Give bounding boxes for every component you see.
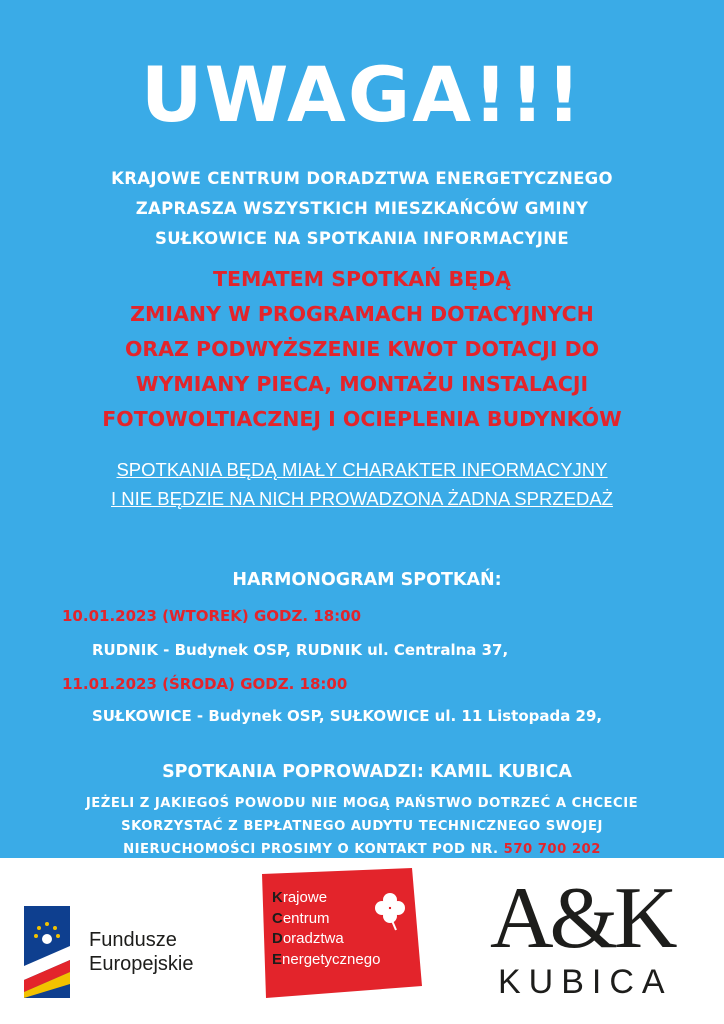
kcde-word: oradztwa <box>282 930 344 947</box>
topic-line: WYMIANY PIECA, MONTAŻU INSTALACJI <box>135 372 589 396</box>
contact-line <box>0 838 724 858</box>
kcde-line <box>272 888 380 909</box>
meeting-date: 10.01.2023 (WTOREK) GODZ. 18:00 <box>62 607 362 625</box>
kcde-word: rajowe <box>282 889 328 906</box>
topic-line: ZMIANY W PROGRAMACH DOTACYJNYCH <box>130 302 594 326</box>
phone-number: 570 700 202 <box>503 842 601 857</box>
eu-funds-flag-icon <box>24 906 70 998</box>
kcde-word: nergetycznego <box>282 950 381 968</box>
intro-line: KRAJOWE CENTRUM DORADZTWA ENERGETYCZNEGO <box>111 169 613 188</box>
kcde-line <box>272 929 380 950</box>
contact-line: JEŻELI Z JAKIEGOŚ POWODU NIE MOGĄ PAŃSTWO DOTRZEĆ A CHCECIE <box>85 796 639 811</box>
ak-logo-name: KUBICA <box>498 963 673 1001</box>
kcde-initial: D <box>272 930 283 947</box>
ak-logo-mark: A&K <box>490 870 674 967</box>
host-line: SPOTKANIA POPROWADZI: KAMIL KUBICA <box>162 762 572 782</box>
contact-text <box>0 792 724 858</box>
kcde-initial: K <box>272 889 283 906</box>
topic-line: ORAZ PODWYŻSZENIE KWOT DOTACJI DO <box>124 337 600 361</box>
intro-line: SUŁKOWICE NA SPOTKANIA INFORMACYJNE <box>155 229 569 248</box>
footer-logos <box>0 858 724 1024</box>
topic-line: TEMATEM SPOTKAŃ BĘDĄ <box>213 267 511 291</box>
meeting-date: 11.01.2023 (ŚRODA) GODZ. 18:00 <box>62 675 348 693</box>
kcde-line <box>272 909 380 930</box>
note-text <box>0 455 724 513</box>
eu-funds-line: Fundusze <box>89 929 177 951</box>
kcde-initial: C <box>272 909 283 927</box>
kcde-line <box>272 950 380 971</box>
topic-line: FOTOWOLTIACZNEJ I OCIEPLENIA BUDYNKÓW <box>102 407 622 431</box>
kcde-initial: E <box>272 950 283 968</box>
contact-line: SKORZYSTAĆ Z BEPŁATNEGO AUDYTU TECHNICZNEGO SWOJEJ <box>121 819 603 834</box>
eu-funds-logo-text <box>89 928 194 976</box>
note-line: SPOTKANIA BĘDĄ MIAŁY CHARAKTER INFORMACYJNY <box>116 459 608 480</box>
kcde-word: entrum <box>282 909 330 927</box>
schedule-heading: HARMONOGRAM SPOTKAŃ: <box>232 570 502 590</box>
meeting-place: SUŁKOWICE - Budynek OSP, SUŁKOWICE ul. 11 Listopada 29, <box>92 707 603 725</box>
kcde-logo-text <box>272 888 380 970</box>
poster-title: UWAGA!!! <box>140 50 584 139</box>
note-line: I NIE BĘDZIE NA NICH PROWADZONA ŻADNA SPRZEDAŻ <box>111 488 613 509</box>
intro-text <box>0 164 724 254</box>
eu-funds-line: Europejskie <box>89 953 194 975</box>
contact-line-text: NIERUCHOMOŚCI PROSIMY O KONTAKT POD NR. <box>123 842 499 857</box>
topic-text <box>0 262 724 437</box>
intro-line: ZAPRASZA WSZYSTKICH MIESZKAŃCÓW GMINY <box>135 199 589 218</box>
meeting-place: RUDNIK - Budynek OSP, RUDNIK ul. Centralna 37, <box>92 641 509 659</box>
